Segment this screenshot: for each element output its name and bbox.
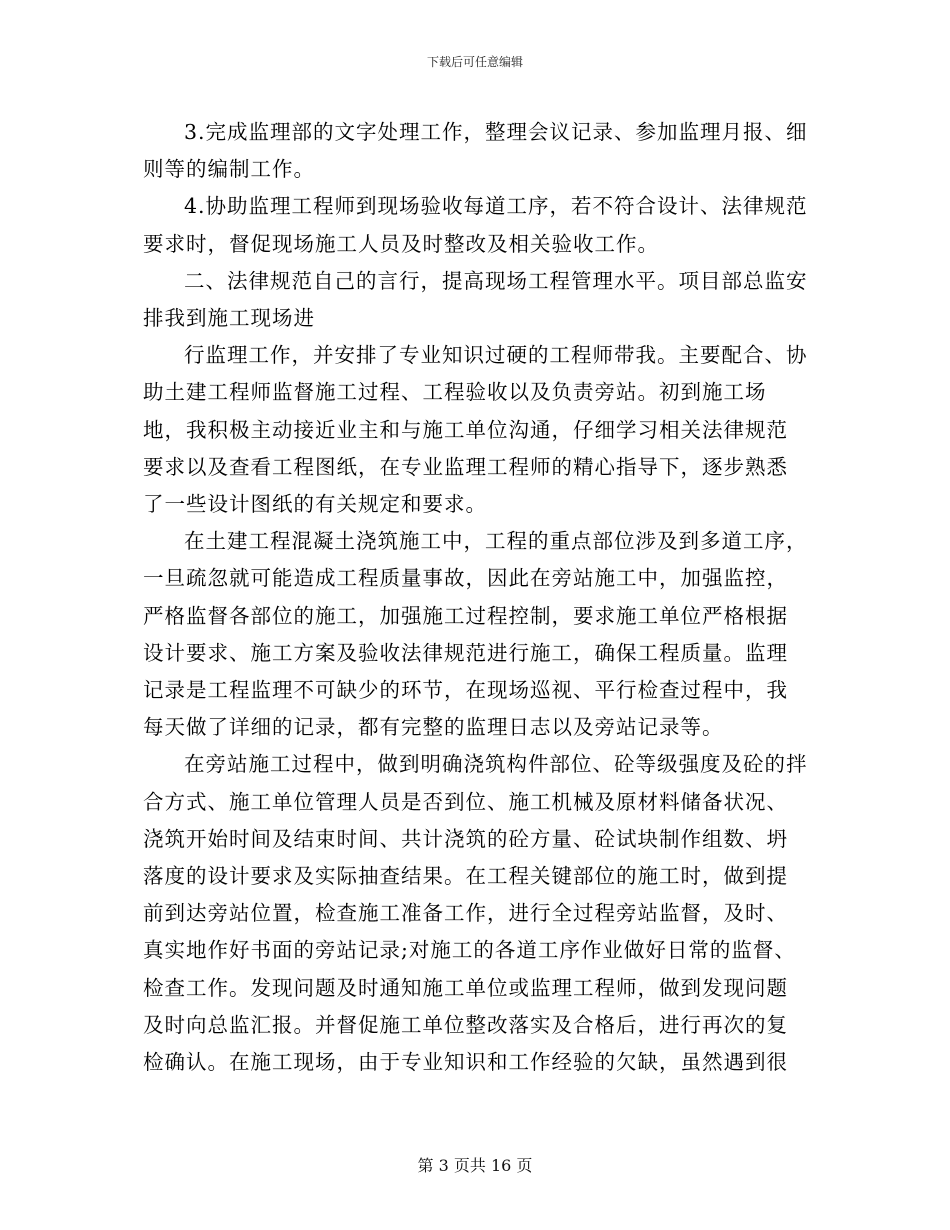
paragraph-side-station: 在旁站施工过程中，做到明确浇筑构件部位、砼等级强度及砼的拌合方式、施工单位管理人员是否到位、施工机械及原材料储备状况、浇筑开始时间及结束时间、共计浇筑的砼方量、砼试块制作组数、坍落度的设计要求及实际抽查结果。在工程关键部位的施工时，做到提前到达旁站位置，检查施工准备工作，进行全过程旁站监督，及时、真实地作好书面的旁站记录;对施工的各道工序作业做好日常的监督、检查工作。发现问题及时通知施工单位或监理工程师，做到发现问题及时向总监汇报。并督促施工单位整改落实及合格后，进行再次的复检确认。在施工现场，由于专业知识和工作经验的欠缺，虽然遇到很: [143, 752, 808, 1075]
paragraph-section-2: 二、法律规范自己的言行，提高现场工程管理水平。项目部总监安排我到施工现场进: [143, 268, 808, 331]
paragraph-supervision-work: 行监理工作，并安排了专业知识过硬的工程师带我。主要配合、协助土建工程师监督施工过程、工程验收以及负责旁站。初到施工场地，我积极主动接近业主和与施工单位沟通，仔细学习相关法律规范要求以及查看工程图纸，在专业监理工程师的精心指导下，逐步熟悉了一些设计图纸的有关规定和要求。: [143, 343, 808, 517]
page-header: 下载后可任意编辑: [426, 55, 523, 69]
paragraph-concrete-pouring: 在土建工程混凝土浇筑施工中，工程的重点部位涉及到多道工序，一旦疏忽就可能造成工程质量事故，因此在旁站施工中，加强监控，严格监督各部位的施工，加强施工过程控制，要求施工单位严格根据设计要求、施工方案及验收法律规范进行施工，确保工程质量。监理记录是工程监理不可缺少的环节，在现场巡视、平行检查过程中，我每天做了详细的记录，都有完整的监理日志以及旁站记录等。: [143, 529, 808, 740]
paragraph-item-4: 4.协助监理工程师到现场验收每道工序，若不符合设计、法律规范要求时，督促现场施工人员及时整改及相关验收工作。: [143, 194, 808, 256]
page-footer: 第 3 页共 16 页: [417, 1156, 533, 1175]
document-body: [143, 114, 808, 1081]
paragraph-item-3: 3.完成监理部的文字处理工作，整理会议记录、参加监理月报、细则等的编制工作。: [143, 120, 808, 182]
